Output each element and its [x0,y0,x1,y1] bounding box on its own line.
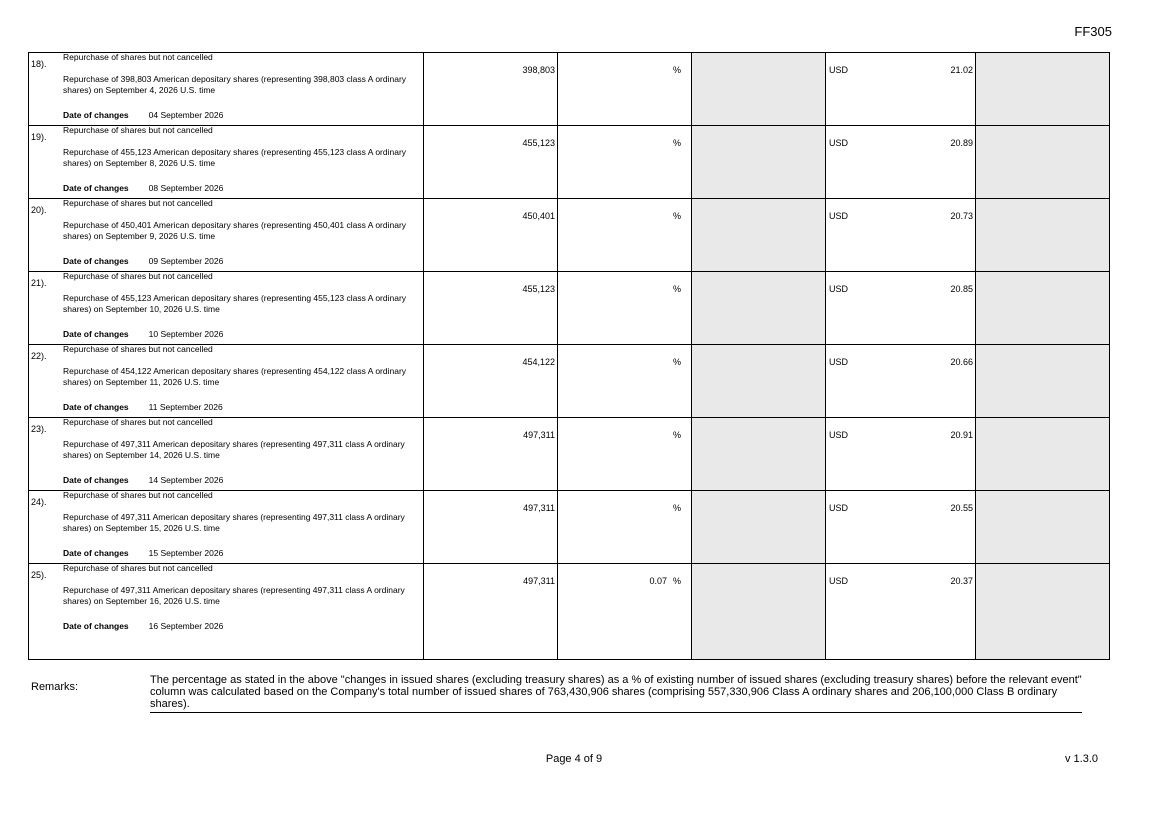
event-description: Repurchase of 497,311 American depositary shares (representing 497,311 class A ordinary shares) on September 15, 2026 U.S. time [63,512,405,533]
date-value: 11 September 2026 [148,402,223,412]
description-cell [29,564,424,660]
table-row [29,53,1110,126]
table-row [29,126,1110,199]
date-label: Date of changes [63,475,129,485]
event-title: Repurchase of shares but not cancelled [63,344,213,354]
greyed-cell [976,126,1110,199]
percent-sign: % [672,576,681,586]
table-row [29,272,1110,345]
date-of-changes [63,256,223,266]
percent-cell [558,53,692,126]
repurchase-table [28,52,1110,660]
shares-value: 497,311 [523,503,555,513]
description-cell [29,345,424,418]
price-value: 21.02 [950,65,973,75]
date-of-changes [63,475,223,485]
date-of-changes [63,110,223,120]
shares-cell [424,272,558,345]
event-title: Repurchase of shares but not cancelled [63,198,213,208]
shares-cell [424,199,558,272]
form-code: FF305 [1074,24,1112,39]
price-cell [826,272,976,345]
item-number: 22). [31,351,47,361]
price-cell [826,199,976,272]
percent-value: 0.07 [649,576,667,586]
greyed-cell [976,53,1110,126]
table-row [29,564,1110,660]
item-number: 24). [31,497,47,507]
date-of-changes [63,402,223,412]
date-value: 16 September 2026 [148,621,224,631]
event-title: Repurchase of shares but not cancelled [63,125,213,135]
description-cell [29,126,424,199]
greyed-cell [692,53,826,126]
date-label: Date of changes [63,256,129,266]
event-description: Repurchase of 497,311 American depositary shares (representing 497,311 class A ordinary shares) on September 14, 2026 U.S. time [63,439,405,460]
date-value: 09 September 2026 [148,256,224,266]
date-value: 10 September 2026 [148,329,224,339]
greyed-cell [692,418,826,491]
page-number: Page 4 of 9 [545,753,603,765]
greyed-cell [692,491,826,564]
price-value: 20.37 [950,576,973,586]
shares-value: 455,123 [522,284,555,294]
date-label: Date of changes [63,183,129,193]
date-label: Date of changes [63,110,129,120]
date-of-changes [63,183,223,193]
price-cell [826,418,976,491]
percent-sign: % [672,357,681,367]
price-cell [826,53,976,126]
version-label: v 1.3.0 [1064,753,1098,765]
price-value: 20.85 [950,284,973,294]
percent-cell [558,272,692,345]
price-cell [826,345,976,418]
currency: USD [829,65,849,75]
price-cell [826,564,976,660]
description-cell [29,53,424,126]
date-label: Date of changes [63,548,129,558]
date-value: 15 September 2026 [148,548,224,558]
description-cell [29,418,424,491]
percent-sign: % [672,503,681,513]
date-value: 14 September 2026 [148,475,224,485]
percent-cell [558,199,692,272]
item-number: 23). [31,424,47,434]
currency: USD [829,211,849,221]
percent-cell [558,418,692,491]
greyed-cell [692,272,826,345]
shares-value: 497,311 [523,430,555,440]
price-cell [826,126,976,199]
greyed-cell [692,199,826,272]
percent-cell [558,126,692,199]
shares-cell [424,491,558,564]
greyed-cell [976,345,1110,418]
event-title: Repurchase of shares but not cancelled [63,271,213,281]
percent-sign: % [672,284,681,294]
event-description: Repurchase of 497,311 American depositary shares (representing 497,311 class A ordinary shares) on September 16, 2026 U.S. time [63,585,405,606]
greyed-cell [976,199,1110,272]
percent-cell [558,345,692,418]
item-number: 25). [31,570,47,580]
price-value: 20.89 [950,138,973,148]
currency: USD [829,576,849,586]
shares-cell [424,126,558,199]
price-value: 20.66 [950,357,973,367]
event-title: Repurchase of shares but not cancelled [63,563,213,573]
event-description: Repurchase of 454,122 American depositary shares (representing 454,122 class A ordinary shares) on September 11, 2026 U.S. time [63,366,407,387]
event-title: Repurchase of shares but not cancelled [63,52,213,62]
date-value: 04 September 2026 [148,110,224,120]
item-number: 20). [31,205,47,215]
currency: USD [829,284,849,294]
date-label: Date of changes [63,329,129,339]
table-row [29,491,1110,564]
date-of-changes [63,548,223,558]
percent-sign: % [672,65,681,75]
shares-value: 450,401 [522,211,555,221]
date-value: 08 September 2026 [148,183,224,193]
price-value: 20.73 [950,211,973,221]
shares-cell [424,345,558,418]
item-number: 19). [31,132,47,142]
table-row [29,199,1110,272]
shares-cell [424,564,558,660]
date-label: Date of changes [63,402,129,412]
event-description: Repurchase of 450,401 American depositary shares (representing 450,401 class A ordinary shares) on September 9, 2026 U.S. time [63,220,407,241]
price-cell [826,491,976,564]
date-of-changes [63,621,223,631]
table-row [29,418,1110,491]
description-cell [29,272,424,345]
date-of-changes [63,329,223,339]
shares-cell [424,53,558,126]
event-description: Repurchase of 455,123 American depositary shares (representing 455,123 class A ordinary shares) on September 8, 2026 U.S. time [63,147,407,168]
percent-sign: % [672,430,681,440]
greyed-cell [692,345,826,418]
price-value: 20.91 [950,430,973,440]
event-title: Repurchase of shares but not cancelled [63,417,213,427]
shares-value: 497,311 [523,576,555,586]
greyed-cell [976,418,1110,491]
item-number: 18). [31,59,47,69]
shares-value: 454,122 [522,357,555,367]
percent-sign: % [672,138,681,148]
currency: USD [829,138,849,148]
remarks-label: Remarks: [31,681,79,693]
description-cell [29,199,424,272]
date-label: Date of changes [63,621,129,631]
currency: USD [829,430,849,440]
shares-cell [424,418,558,491]
description-cell [29,491,424,564]
shares-value: 455,123 [522,138,555,148]
greyed-cell [976,491,1110,564]
currency: USD [829,357,849,367]
table-row [29,345,1110,418]
item-number: 21). [31,278,47,288]
greyed-cell [692,564,826,660]
currency: USD [829,503,849,513]
greyed-cell [976,272,1110,345]
event-description: Repurchase of 455,123 American depositary shares (representing 455,123 class A ordinary shares) on September 10, 2026 U.S. time [63,293,407,314]
price-value: 20.55 [950,503,973,513]
repurchase-table-body [29,53,1110,660]
greyed-cell [976,564,1110,660]
event-description: Repurchase of 398,803 American depositary shares (representing 398,803 class A ordinary shares) on September 4, 2026 U.S. time [63,74,407,95]
event-title: Repurchase of shares but not cancelled [63,490,213,500]
remarks-text: The percentage as stated in the above "changes in issued shares (excluding treasury shares) as a % of existing number of issued shares (excluding treasury shares) before the relevant event" column was calculated based on the Company's total number of issued shares of 763,430,906 shares (comprising 557,330,906 Class A ordinary shares and 206,100,000 Class B ordinary shares). [150,674,1082,713]
percent-cell [558,491,692,564]
shares-value: 398,803 [522,65,555,75]
percent-cell [558,564,692,660]
percent-sign: % [672,211,681,221]
greyed-cell [692,126,826,199]
